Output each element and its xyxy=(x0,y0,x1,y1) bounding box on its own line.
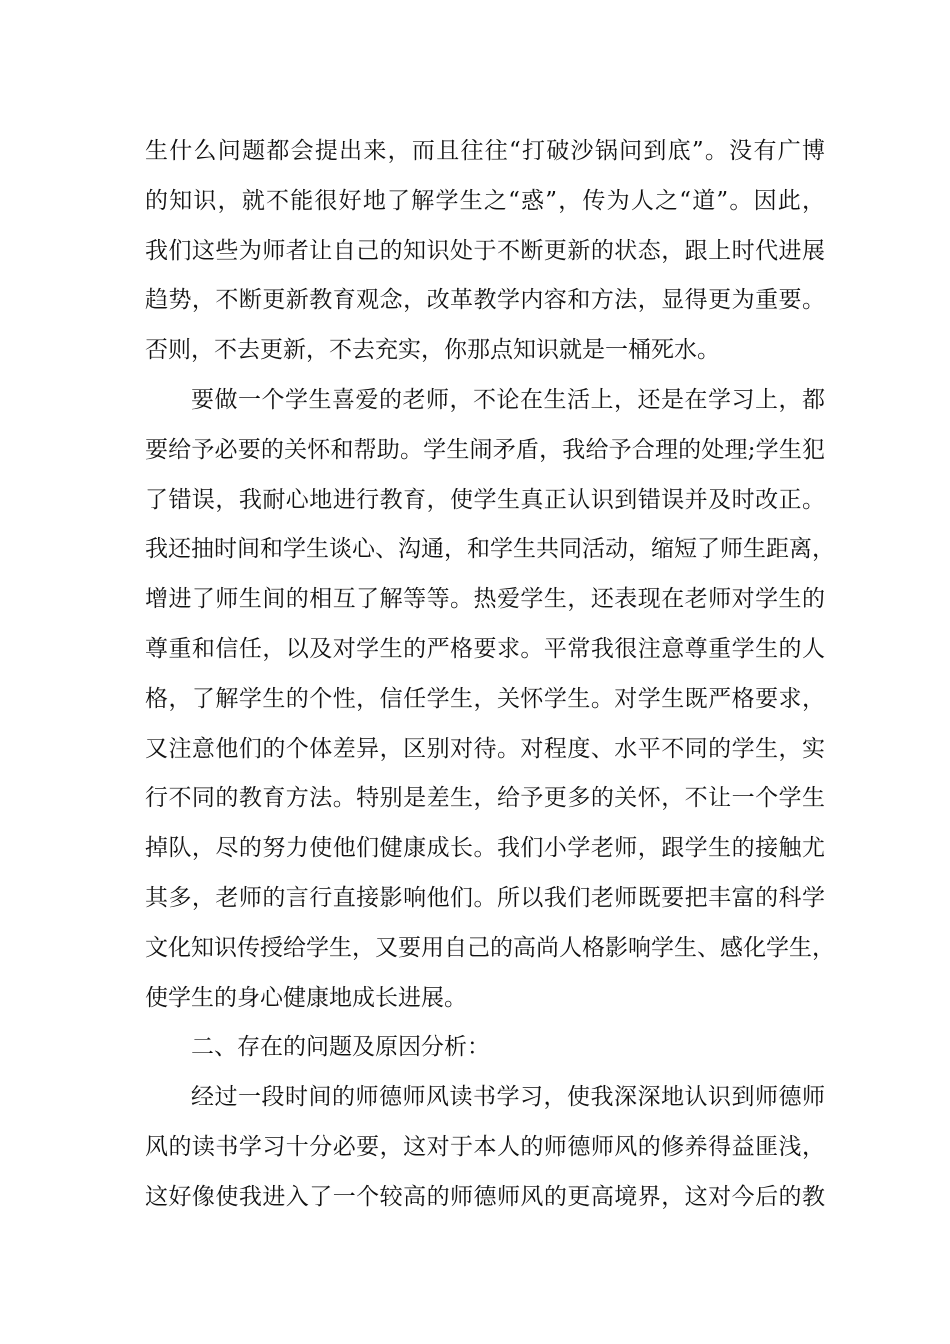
text-line: 要给予必要的关怀和帮助。学生闹矛盾，我给予合理的处理;学生犯 xyxy=(145,436,825,463)
text-line: 生什么问题都会提出来，而且往往“打破沙锅问到底”。没有广博 xyxy=(145,138,825,164)
text-line: 趋势，不断更新教育观念，改革教学内容和方法，显得更为重要。 xyxy=(145,287,825,314)
text-line: 行不同的教育方法。特别是差生，给予更多的关怀，不让一个学生 xyxy=(145,785,825,812)
text-line: 格，了解学生的个性，信任学生，关怀学生。对学生既严格要求， xyxy=(145,685,825,712)
text-line: 文化知识传授给学生，又要用自己的高尚人格影响学生、感化学生， xyxy=(145,934,835,961)
text-line: 其多，老师的言行直接影响他们。所以我们老师既要把丰富的科学 xyxy=(145,884,825,911)
text-line: 了错误，我耐心地进行教育，使学生真正认识到错误并及时改正。 xyxy=(145,486,825,513)
text-line: 增进了师生间的相互了解等等。热爱学生，还表现在老师对学生的 xyxy=(145,586,825,613)
text-line: 否则，不去更新，不去充实，你那点知识就是一桶死水。 xyxy=(145,337,720,364)
text-line: 经过一段时间的师德师风读书学习，使我深深地认识到师德师 xyxy=(191,1084,825,1111)
document-body xyxy=(145,127,835,1223)
text-line: 我们这些为师者让自己的知识处于不断更新的状态，跟上时代进展 xyxy=(145,237,825,264)
text-line: 掉队，尽的努力使他们健康成长。我们小学老师，跟学生的接触尤 xyxy=(145,835,825,862)
text-line: 的知识，就不能很好地了解学生之“惑”，传为人之“道”。因此， xyxy=(145,187,825,214)
text-line: 尊重和信任，以及对学生的严格要求。平常我很注意尊重学生的人 xyxy=(145,635,825,662)
text-line: 我还抽时间和学生谈心、沟通，和学生共同活动，缩短了师生距离， xyxy=(145,536,835,563)
text-line: 这好像使我进入了一个较高的师德师风的更高境界，这对今后的教 xyxy=(145,1183,825,1210)
text-line: 使学生的身心健康地成长进展。 xyxy=(145,984,467,1011)
text-line: 要做一个学生喜爱的老师，不论在生活上，还是在学习上，都 xyxy=(191,386,825,413)
text-line: 风的读书学习十分必要，这对于本人的师德师风的修养得益匪浅， xyxy=(145,1133,825,1160)
section-heading: 二、存在的问题及原因分析： xyxy=(191,1034,490,1061)
text-line: 又注意他们的个体差异，区别对待。对程度、水平不同的学生，实 xyxy=(145,735,825,762)
